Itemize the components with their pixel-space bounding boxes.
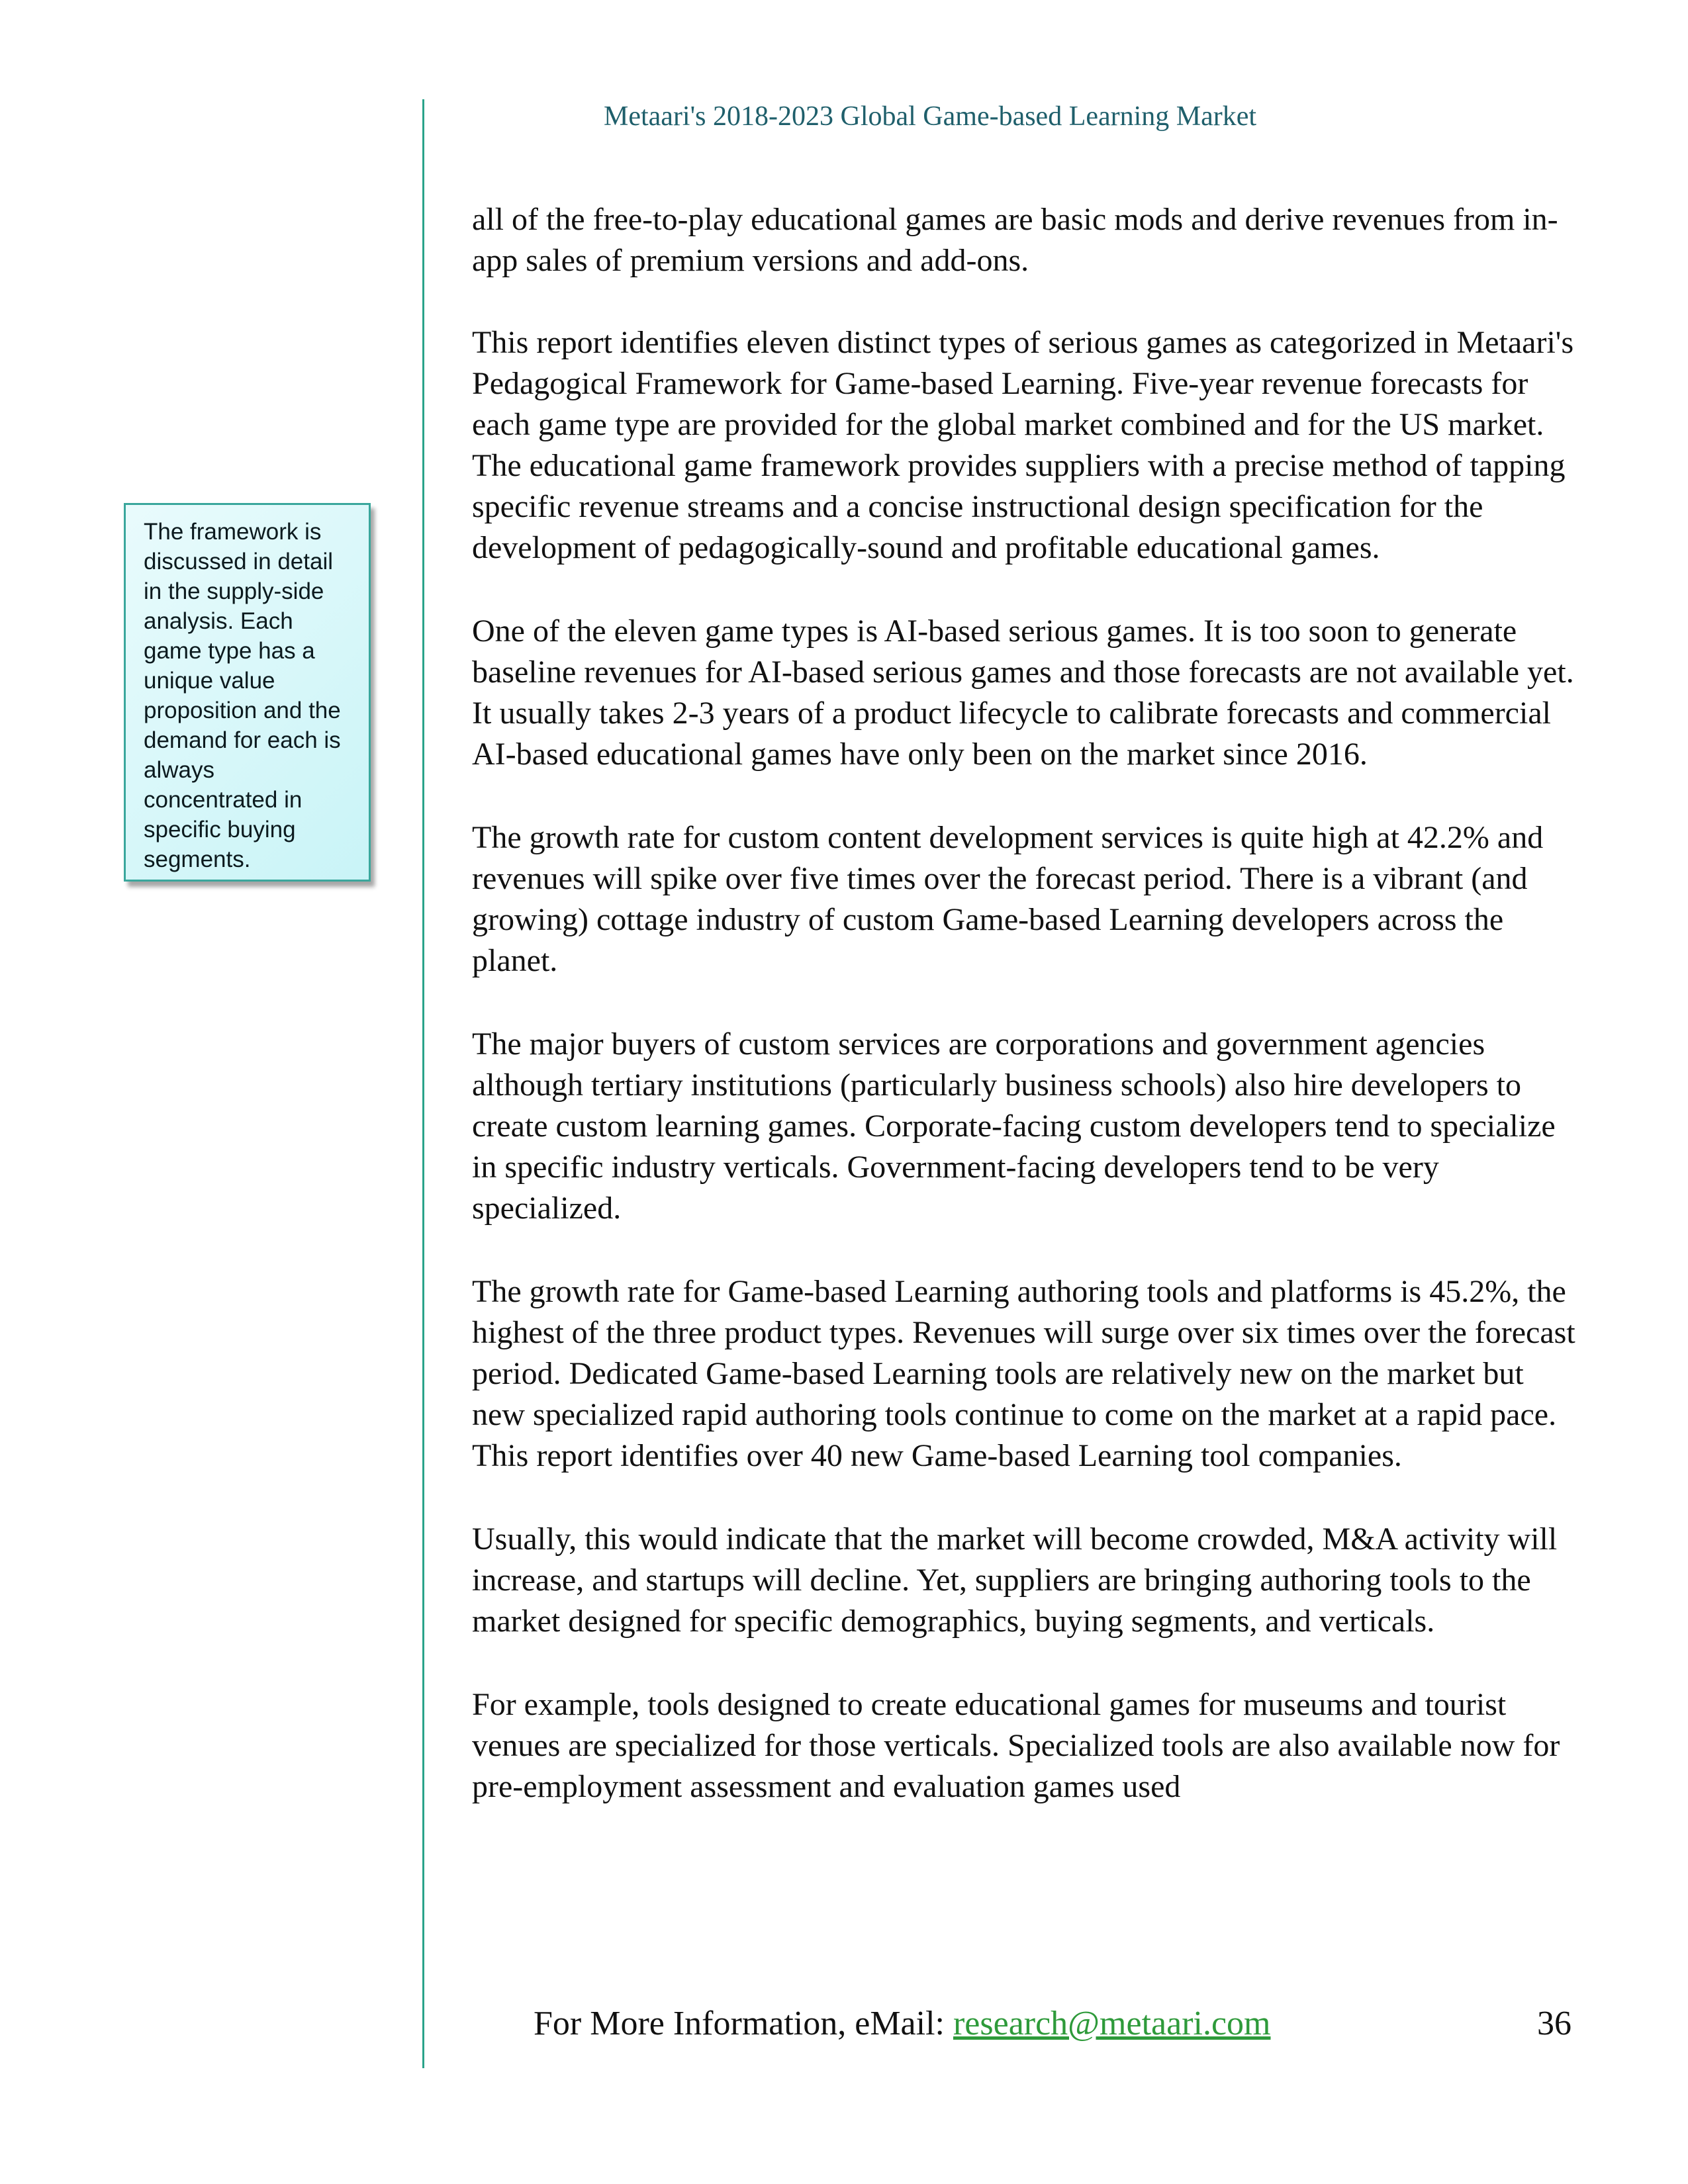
paragraph: The growth rate for Game-based Learning authoring tools and platforms is 45.2%, the highest of the three product types. Revenues will surge over six times over the forecast period. Dedicated Game-based Learning tools are relatively new on the market but new specialized rapid authoring tools continue to come on the market at a rapid pace. This report identifies over 40 new Game-based Learning tool companies. [472,1274,1575,1473]
paragraph: The growth rate for custom content development services is quite high at 42.2% and revenues will spike over five times over the forecast period. There is a vibrant (and growing) cottage industry of custom Game-based Learning developers across the planet. [472,820,1544,978]
paragraph: This report identifies eleven distinct types of serious games as categorized in Metaari's Pedagogical Framework for Game-based Learning. Five-year revenue forecasts for each game type are provided for the global market combined and for the US market. The educational game framework provides suppliers with a precise method of tapping specific revenue streams and a concise instructional design specification for the development of pedagogically-sound and profitable educational games. [472,325,1574,565]
paragraph: The major buyers of custom services are corporations and government agencies although tertiary institutions (particularly business schools) also hire developers to create custom learning games. Corporate-facing custom developers tend to specialize in specific industry verticals. Government-facing developers tend to be very specialized. [472,1026,1556,1226]
running-header: Metaari's 2018-2023 Global Game-based Learning Market [604,101,1257,132]
footer-label: For More Information, eMail: [534,2005,953,2042]
paragraph: For example, tools designed to create educational games for museums and tourist venues are specialized for those verticals. Specialized tools are also available now for pre-employment assessment and evaluation games used [472,1687,1560,1804]
margin-rule [422,99,424,2068]
paragraph: all of the free-to-play educational games are basic mods and derive revenues from in-app sales of premium versions and add-ons. [472,202,1558,278]
paragraph: Usually, this would indicate that the market will become crowded, M&A activity will increase, and startups will decline. Yet, suppliers are bringing authoring tools to the market designed for specific demographics, buying segments, and verticals. [472,1522,1558,1639]
email-link[interactable]: research@metaari.com [953,2005,1271,2042]
footer [534,2004,1271,2043]
paragraph: One of the eleven game types is AI-based serious games. It is too soon to generate baseline revenues for AI-based serious games and those forecasts are not available yet. It usually takes 2-3 years of a product lifecycle to calibrate forecasts and commercial AI-based educational games have only been on the market since 2016. [472,614,1574,772]
sidebar-callout: The framework is discussed in detail in the supply-side analysis. Each game type has a unique value proposition and the demand for each is always concentrated in specific buying segments. [124,503,371,882]
main-text [472,199,1584,1850]
page-number: 36 [1537,2005,1571,2042]
